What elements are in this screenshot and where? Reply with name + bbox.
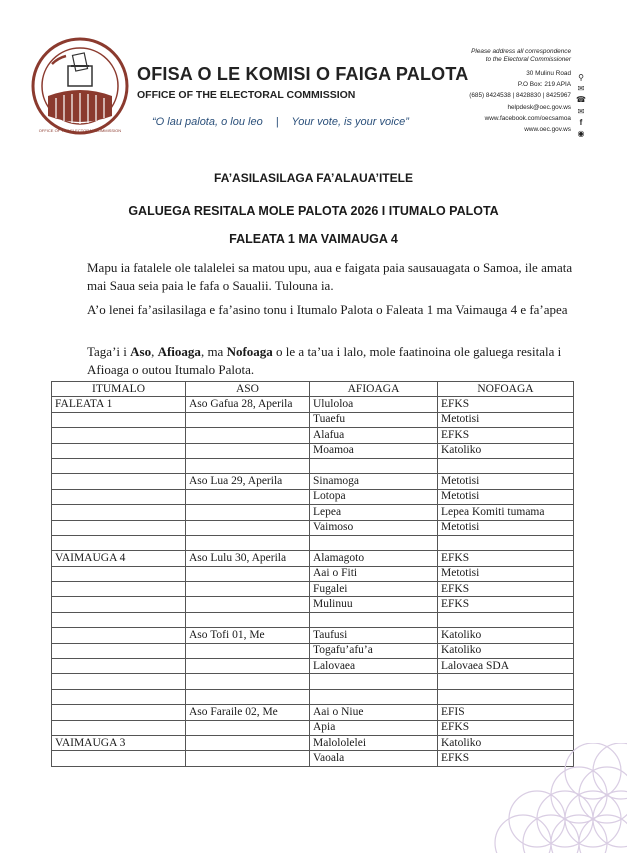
cell-itumalo xyxy=(52,659,186,674)
cell-nofoaga xyxy=(438,689,574,704)
cell-itumalo: VAIMAUGA 4 xyxy=(52,551,186,566)
cell-afioaga: Fugalei xyxy=(310,582,438,597)
cell-itumalo xyxy=(52,674,186,689)
contact-facebook[interactable]: www.facebook.com/oecsamoa xyxy=(484,114,571,122)
cell-itumalo xyxy=(52,597,186,612)
cell-nofoaga xyxy=(438,612,574,627)
cell-nofoaga xyxy=(438,535,574,550)
cell-itumalo xyxy=(52,751,186,766)
cell-aso xyxy=(186,643,310,658)
cell-aso: Aso Lulu 30, Aperila xyxy=(186,551,310,566)
contact-website[interactable]: www.oec.gov.ws xyxy=(524,126,571,134)
cell-afioaga xyxy=(310,689,438,704)
org-name-english: OFFICE OF THE ELECTORAL COMMISSION xyxy=(137,89,356,101)
cell-aso xyxy=(186,674,310,689)
cell-nofoaga: Metotisi xyxy=(438,474,574,489)
aso-keyword: Aso xyxy=(130,344,152,359)
header-itumalo: ITUMALO xyxy=(52,382,186,397)
cell-nofoaga xyxy=(438,674,574,689)
cell-itumalo xyxy=(52,582,186,597)
paragraph-greeting: Mapu ia fatalele ole talalelei sa matou upu, aua e faigata paia sausauagata o Samoa, ile amata mai Saua seia paia le fafa o Saualii. Tulouna ia. xyxy=(87,260,573,293)
contact-pobox: P.O Box: 219 APIA xyxy=(517,81,571,89)
cell-nofoaga: Katoliko xyxy=(438,443,574,458)
cell-aso xyxy=(186,689,310,704)
cell-aso xyxy=(186,443,310,458)
mailbox-icon: ✉ xyxy=(577,84,585,94)
cell-itumalo xyxy=(52,489,186,504)
cell-afioaga: Moamoa xyxy=(310,443,438,458)
cell-aso xyxy=(186,582,310,597)
correspondence-note xyxy=(469,48,571,64)
cell-nofoaga: EFKS xyxy=(438,428,574,443)
correspondence-note-line-1: Please address all correspondence xyxy=(471,48,571,55)
cell-itumalo xyxy=(52,505,186,520)
cell-afioaga: Malololelei xyxy=(310,735,438,750)
cell-afioaga xyxy=(310,612,438,627)
cell-nofoaga: Lalovaea SDA xyxy=(438,659,574,674)
cell-nofoaga: Katoliko xyxy=(438,628,574,643)
table-row xyxy=(52,720,574,735)
table-row xyxy=(52,674,574,689)
cell-afioaga: Mulinuu xyxy=(310,597,438,612)
cell-aso: Aso Gafua 28, Aperila xyxy=(186,397,310,412)
cell-itumalo xyxy=(52,566,186,581)
cell-aso: Aso Lua 29, Aperila xyxy=(186,474,310,489)
cell-afioaga: Alafua xyxy=(310,428,438,443)
cell-afioaga: Sinamoga xyxy=(310,474,438,489)
facebook-icon: f xyxy=(579,117,583,127)
cell-aso xyxy=(186,659,310,674)
cell-nofoaga: EFKS xyxy=(438,720,574,735)
cell-nofoaga: EFKS xyxy=(438,397,574,412)
cell-itumalo xyxy=(52,443,186,458)
cell-afioaga: Lotopa xyxy=(310,489,438,504)
cell-afioaga: Vaoala xyxy=(310,751,438,766)
cell-nofoaga: EFKS xyxy=(438,582,574,597)
cell-afioaga: Togafu’afu’a xyxy=(310,643,438,658)
notice-title: FA’ASILASILAGA FA’ALAUA’ITELE xyxy=(214,171,413,185)
table-row xyxy=(52,428,574,443)
cell-afioaga: Aai o Fiti xyxy=(310,566,438,581)
cell-aso xyxy=(186,489,310,504)
cell-aso xyxy=(186,751,310,766)
phone-icon: ☎ xyxy=(576,95,586,105)
cell-nofoaga xyxy=(438,458,574,473)
paragraph-scope: A’o lenei fa’asilasilaga e fa’asino tonu i Itumalo Palota o Faleata 1 ma Vaimauga 4 e fa’apea xyxy=(87,302,568,317)
table-row xyxy=(52,505,574,520)
cell-aso: Aso Faraile 02, Me xyxy=(186,705,310,720)
cell-nofoaga: EFIS xyxy=(438,705,574,720)
registration-schedule-table xyxy=(51,381,574,767)
cell-itumalo xyxy=(52,520,186,535)
paragraph-instructions: Taga’i i Aso, Afioaga, ma Nofoaga o le a ta’ua i lalo, mole faatinoina ole galuega resitala i Afioaga o outou Itumalo Palota. xyxy=(87,344,562,377)
table-row xyxy=(52,582,574,597)
table-header-row xyxy=(52,382,574,397)
table-row xyxy=(52,535,574,550)
cell-itumalo xyxy=(52,628,186,643)
cell-nofoaga: Metotisi xyxy=(438,520,574,535)
table-row xyxy=(52,489,574,504)
org-name: OFISA O LE KOMISI O FAIGA PALOTA xyxy=(137,64,469,84)
table-row xyxy=(52,612,574,627)
cell-itumalo xyxy=(52,474,186,489)
cell-afioaga: Taufusi xyxy=(310,628,438,643)
cell-afioaga: Tuaefu xyxy=(310,412,438,427)
cell-afioaga: Lepea xyxy=(310,505,438,520)
cell-aso xyxy=(186,720,310,735)
correspondence-note-line-2: to the Electoral Commissioner xyxy=(485,56,571,63)
cell-afioaga xyxy=(310,458,438,473)
cell-afioaga: Aai o Niue xyxy=(310,705,438,720)
cell-nofoaga: Metotisi xyxy=(438,489,574,504)
cell-aso xyxy=(186,612,310,627)
table-row xyxy=(52,551,574,566)
cell-nofoaga: EFKS xyxy=(438,597,574,612)
table-row xyxy=(52,705,574,720)
cell-afioaga: Apia xyxy=(310,720,438,735)
cell-itumalo xyxy=(52,705,186,720)
envelope-icon: ✉ xyxy=(577,106,585,116)
cell-itumalo: FALEATA 1 xyxy=(52,397,186,412)
cell-nofoaga: EFKS xyxy=(438,551,574,566)
contact-block xyxy=(469,48,571,135)
afioaga-keyword: Afioaga xyxy=(157,344,201,359)
cell-aso xyxy=(186,458,310,473)
cell-afioaga xyxy=(310,535,438,550)
table-row xyxy=(52,412,574,427)
svg-text:OFFICE OF THE ELECTORAL COMMIS: OFFICE OF THE ELECTORAL COMMISSION xyxy=(38,128,122,133)
cell-nofoaga: Katoliko xyxy=(438,735,574,750)
cell-aso xyxy=(186,735,310,750)
cell-aso xyxy=(186,566,310,581)
motto-english: Your vote, is your voice” xyxy=(291,116,409,128)
cell-itumalo xyxy=(52,720,186,735)
nofoaga-keyword: Nofoaga xyxy=(226,344,273,359)
cell-aso xyxy=(186,597,310,612)
cell-itumalo xyxy=(52,689,186,704)
electoral-commission-logo xyxy=(30,36,130,136)
table-row xyxy=(52,659,574,674)
table-row xyxy=(52,689,574,704)
cell-afioaga: Ululoloa xyxy=(310,397,438,412)
notice-district: FALEATA 1 MA VAIMAUGA 4 xyxy=(229,232,398,246)
cell-aso xyxy=(186,535,310,550)
table-row xyxy=(52,443,574,458)
header-aso: ASO xyxy=(186,382,310,397)
cell-itumalo: VAIMAUGA 3 xyxy=(52,735,186,750)
contact-icons xyxy=(575,72,587,139)
cell-afioaga: Lalovaea xyxy=(310,659,438,674)
motto xyxy=(152,116,409,128)
table-row xyxy=(52,597,574,612)
table-row xyxy=(52,566,574,581)
cell-nofoaga: Lepea Komiti tumama xyxy=(438,505,574,520)
table-row xyxy=(52,397,574,412)
table-row xyxy=(52,643,574,658)
cell-itumalo xyxy=(52,458,186,473)
motto-separator: | xyxy=(275,116,279,128)
notice-subtitle: GALUEGA RESITALA MOLE PALOTA 2026 I ITUMALO PALOTA xyxy=(128,204,499,218)
decorative-pattern xyxy=(457,743,627,853)
cell-aso xyxy=(186,520,310,535)
contact-phone: (685) 8424538 | 8428830 | 8425967 xyxy=(469,92,571,100)
header-afioaga: AFIOAGA xyxy=(310,382,438,397)
cell-aso xyxy=(186,428,310,443)
cell-nofoaga: Katoliko xyxy=(438,643,574,658)
letterhead xyxy=(0,0,627,140)
cell-afioaga xyxy=(310,674,438,689)
contact-email[interactable]: helpdesk@oec.gov.ws xyxy=(507,103,571,111)
cell-itumalo xyxy=(52,428,186,443)
table-row xyxy=(52,628,574,643)
cell-itumalo xyxy=(52,643,186,658)
cell-aso xyxy=(186,412,310,427)
cell-nofoaga: EFKS xyxy=(438,751,574,766)
cell-aso: Aso Tofi 01, Me xyxy=(186,628,310,643)
motto-samoan: “O lau palota, o lou leo xyxy=(152,116,263,128)
cell-itumalo xyxy=(52,612,186,627)
cell-aso xyxy=(186,505,310,520)
table-row xyxy=(52,458,574,473)
person-pin-icon: ⚲ xyxy=(578,73,584,82)
contact-address: 30 Mulinu Road xyxy=(526,70,571,77)
cell-afioaga: Vaimoso xyxy=(310,520,438,535)
cell-itumalo xyxy=(52,535,186,550)
table-row xyxy=(52,520,574,535)
globe-icon: ◉ xyxy=(577,128,585,138)
header-nofoaga: NOFOAGA xyxy=(438,382,574,397)
cell-itumalo xyxy=(52,412,186,427)
cell-afioaga: Alamagoto xyxy=(310,551,438,566)
table-row xyxy=(52,474,574,489)
cell-nofoaga: Metotisi xyxy=(438,412,574,427)
cell-nofoaga: Metotisi xyxy=(438,566,574,581)
